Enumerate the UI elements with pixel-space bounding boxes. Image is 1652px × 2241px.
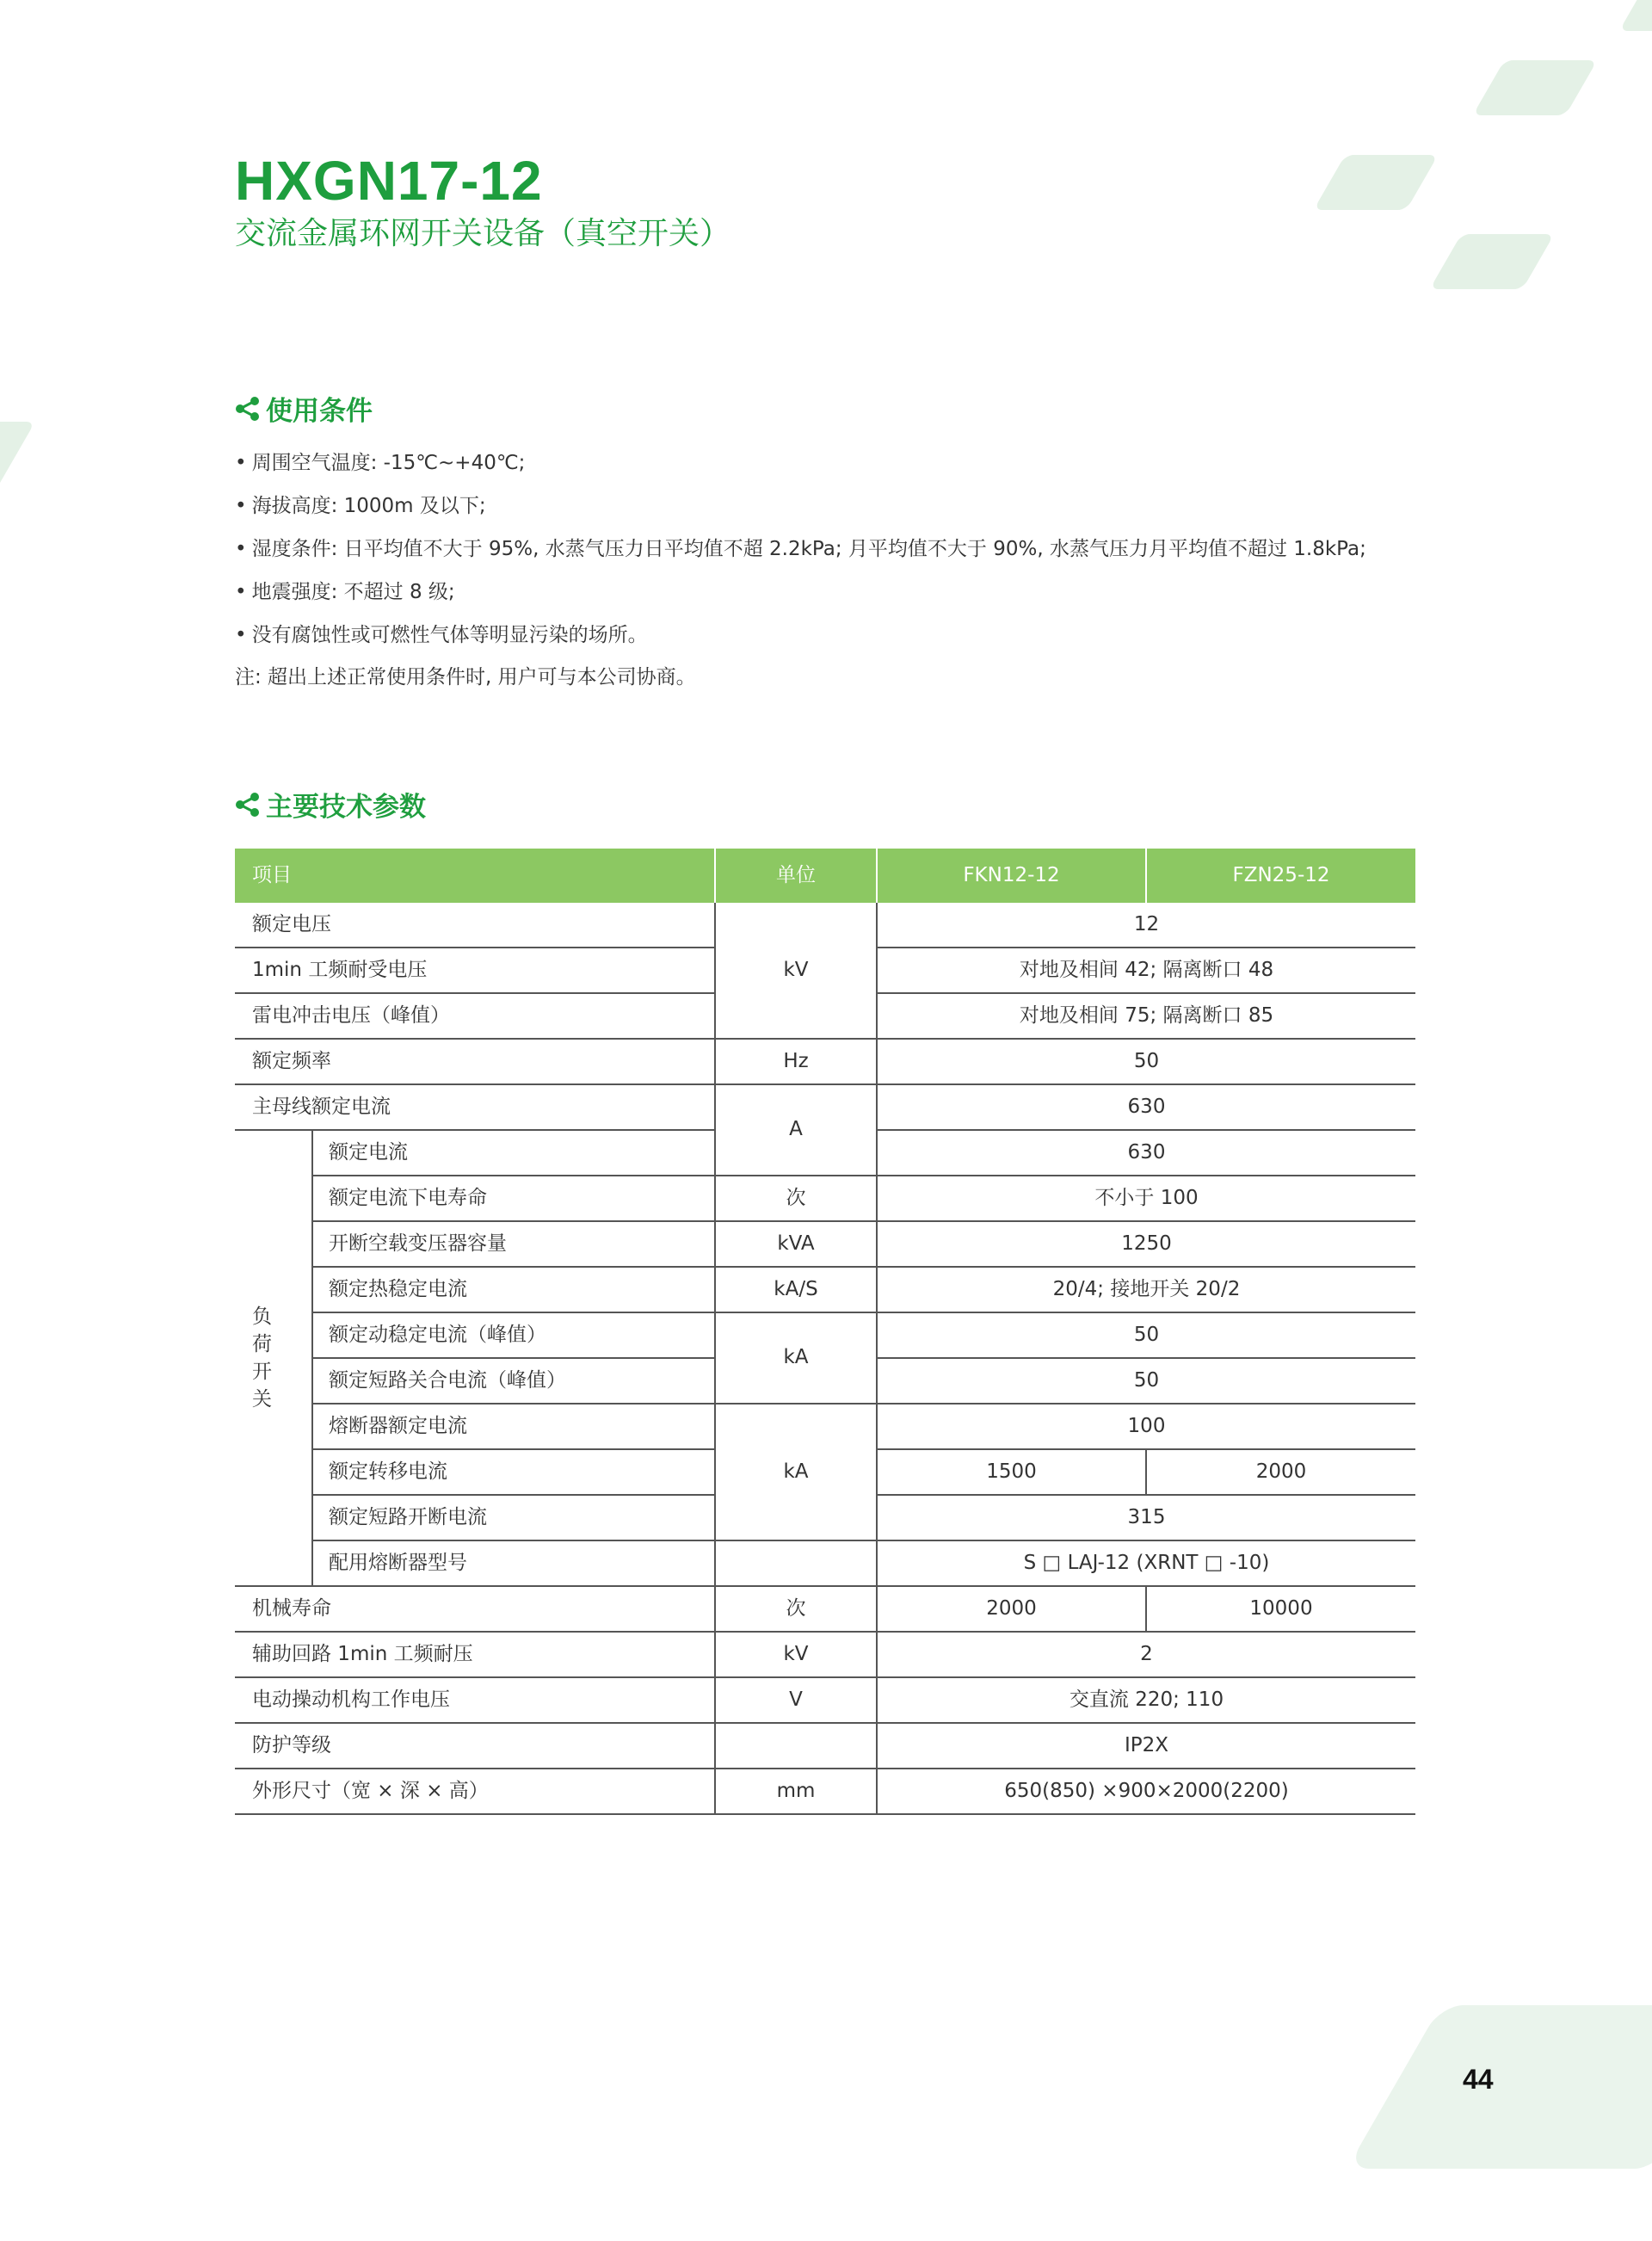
row-unit: kA/S (715, 1267, 877, 1312)
conditions-list (235, 448, 1366, 663)
list-item: • 地震强度: 不超过 8 级; (235, 577, 1366, 620)
row-unit: kV (715, 1632, 877, 1677)
row-unit: kVA (715, 1221, 877, 1267)
conditions-note: 注: 超出上述正常使用条件时, 用户可与本公司协商。 (235, 666, 696, 688)
table-row (235, 1540, 1415, 1586)
table-row (235, 1677, 1415, 1723)
row-label: 外形尺寸（宽 × 深 × 高） (235, 1769, 715, 1814)
deco-footer-shape (1347, 2005, 1652, 2169)
row-label: 额定转移电流 (312, 1449, 715, 1495)
row-unit: V (715, 1677, 877, 1723)
list-item: • 没有腐蚀性或可燃性气体等明显污染的场所。 (235, 620, 1366, 663)
load-switch-group-label (235, 1130, 312, 1586)
table-row (235, 1039, 1415, 1084)
row-value-col2: 2000 (1146, 1449, 1415, 1495)
row-label: 防护等级 (235, 1723, 715, 1769)
table-row (235, 1312, 1415, 1358)
table-row (235, 1404, 1415, 1449)
row-value: S □ LAJ-12 (XRNT □ -10) (877, 1540, 1415, 1586)
table-row (235, 1267, 1415, 1312)
row-value: 20/4; 接地开关 20/2 (877, 1267, 1415, 1312)
row-value: IP2X (877, 1723, 1415, 1769)
deco-parallelogram (1473, 60, 1598, 115)
row-value: 12 (877, 903, 1415, 948)
row-unit: kA (715, 1312, 877, 1404)
row-value-col1: 2000 (877, 1586, 1146, 1632)
spec-table (235, 849, 1415, 1815)
row-unit: 次 (715, 1586, 877, 1632)
header-unit: 单位 (715, 849, 877, 903)
row-label: 额定电压 (235, 903, 715, 948)
row-value: 对地及相间 75; 隔离断口 85 (877, 993, 1415, 1039)
share-icon (235, 396, 261, 422)
header-col1: FKN12-12 (877, 849, 1146, 903)
row-label: 主母线额定电流 (235, 1084, 715, 1130)
table-row (235, 1586, 1415, 1632)
row-label: 开断空载变压器容量 (312, 1221, 715, 1267)
row-label: 额定频率 (235, 1039, 715, 1084)
header-item: 项目 (235, 849, 715, 903)
row-value: 100 (877, 1404, 1415, 1449)
row-label: 配用熔断器型号 (312, 1540, 715, 1586)
row-value: 315 (877, 1495, 1415, 1540)
section-heading-params (235, 785, 426, 824)
row-label: 额定电流下电寿命 (312, 1176, 715, 1221)
row-unit (715, 1723, 877, 1769)
row-unit: Hz (715, 1039, 877, 1084)
list-item: • 湿度条件: 日平均值不大于 95%, 水蒸气压力日平均值不超 2.2kPa; 月平均值不大于 90%, 水蒸气压力月平均值不超过 1.8kPa; (235, 534, 1366, 577)
section-heading-label: 主要技术参数 (266, 792, 426, 823)
page-title: HXGN17-12 (235, 150, 543, 212)
row-label: 额定热稳定电流 (312, 1267, 715, 1312)
row-value: 1250 (877, 1221, 1415, 1267)
table-row (235, 1723, 1415, 1769)
row-label: 机械寿命 (235, 1586, 715, 1632)
row-label: 电动操动机构工作电压 (235, 1677, 715, 1723)
row-value: 不小于 100 (877, 1176, 1415, 1221)
row-label: 1min 工频耐受电压 (235, 948, 715, 993)
row-label: 辅助回路 1min 工频耐压 (235, 1632, 715, 1677)
table-header-row (235, 849, 1415, 903)
row-label: 雷电冲击电压（峰值） (235, 993, 715, 1039)
list-item: • 海拔高度: 1000m 及以下; (235, 491, 1366, 534)
deco-parallelogram (1314, 155, 1439, 210)
deco-parallelogram (0, 422, 35, 499)
row-value: 2 (877, 1632, 1415, 1677)
table-row (235, 1769, 1415, 1814)
row-value: 50 (877, 1358, 1415, 1404)
share-icon (235, 792, 261, 818)
row-value: 交直流 220; 110 (877, 1677, 1415, 1723)
row-value-col2: 10000 (1146, 1586, 1415, 1632)
table-row (235, 1632, 1415, 1677)
table-row (235, 1176, 1415, 1221)
page-subtitle: 交流金属环网开关设备（真空开关） (235, 216, 731, 251)
row-unit: mm (715, 1769, 877, 1814)
row-value: 对地及相间 42; 隔离断口 48 (877, 948, 1415, 993)
row-label: 额定短路关合电流（峰值） (312, 1358, 715, 1404)
row-label: 额定短路开断电流 (312, 1495, 715, 1540)
table-row (235, 1221, 1415, 1267)
deco-parallelogram (1619, 0, 1652, 31)
section-heading-conditions (235, 389, 373, 428)
row-value: 50 (877, 1312, 1415, 1358)
table-row (235, 1084, 1415, 1130)
row-value: 650(850) ×900×2000(2200) (877, 1769, 1415, 1814)
row-unit: 次 (715, 1176, 877, 1221)
section-heading-label: 使用条件 (266, 396, 373, 427)
list-item: • 周围空气温度: -15℃~+40℃; (235, 448, 1366, 491)
row-label: 额定动稳定电流（峰值） (312, 1312, 715, 1358)
row-value: 630 (877, 1084, 1415, 1130)
group-label-text: 负荷开关 (252, 1306, 272, 1411)
page-number: 44 (1463, 2064, 1494, 2095)
row-value: 50 (877, 1039, 1415, 1084)
header-col2: FZN25-12 (1146, 849, 1415, 903)
table-row (235, 903, 1415, 948)
row-value: 630 (877, 1130, 1415, 1176)
deco-parallelogram (1430, 234, 1555, 289)
row-label: 额定电流 (312, 1130, 715, 1176)
row-value-col1: 1500 (877, 1449, 1146, 1495)
row-label: 熔断器额定电流 (312, 1404, 715, 1449)
row-unit: kV (715, 903, 877, 1039)
row-unit: kA (715, 1404, 877, 1540)
row-unit: A (715, 1084, 877, 1176)
row-unit (715, 1540, 877, 1586)
